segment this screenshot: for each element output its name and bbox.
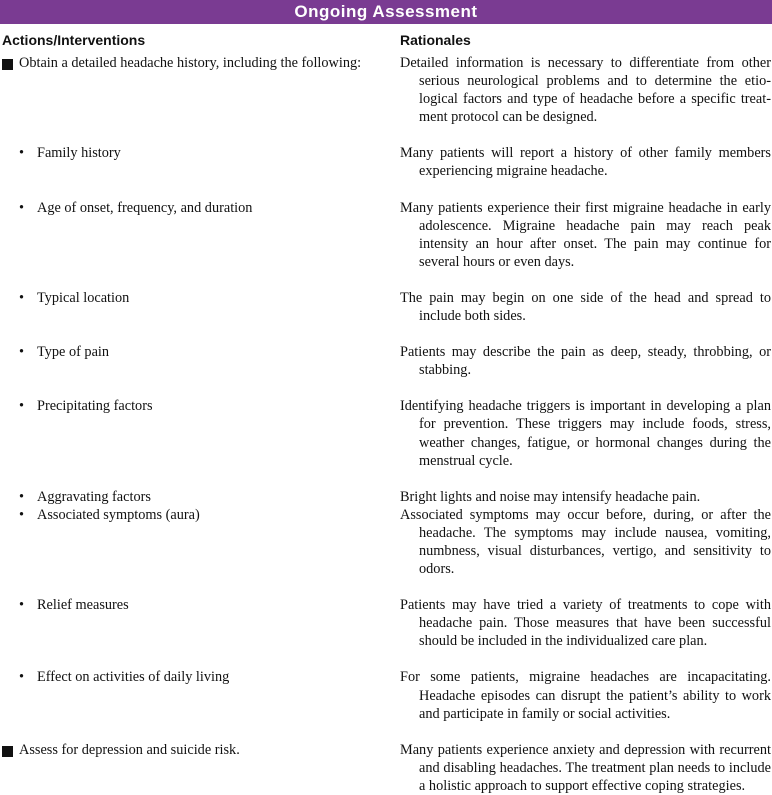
action-text: Family history [37,145,121,162]
rationale-text: Many patients experience their first migraine headache in early adolescence. Migraine headache pain may reach peak intensity an hour after onset. The pain may continue for several hours or even days. [400,199,771,270]
dot-bullet-icon: • [19,344,25,361]
action-text: Effect on activities of daily living [37,669,230,686]
table-row [0,289,772,343]
rationale-text: Many patients will report a history of other family members experiencing migraine headache. [400,145,771,180]
square-bullet-icon [2,746,13,757]
rationales-column-header: Rationales [400,32,471,48]
dot-bullet-icon: • [19,597,25,614]
rationale-text: Detailed information is necessary to differentiate from other serious neurological problems and to determine the etiological factors and type of headache before a specific treatment protocol can be designed. [400,55,771,126]
rationale-text: Patients may have tried a variety of treatments to cope with headache pain. Those measures that have been successful should be included in the individualized care plan. [400,597,771,650]
section-banner: Ongoing Assessment [0,0,772,24]
action-text: Relief measures [37,597,129,614]
rationale-text: Associated symptoms may occur before, during, or after the headache. The symptoms may include nausea, vomiting, numbness, visual disturbances, vertigo, and sensitivity to odors. [400,506,771,578]
action-text: Obtain a detailed headache history, including the following: [19,55,362,71]
dot-bullet-icon: • [19,199,25,216]
table-row [0,144,772,198]
table-row [0,506,772,596]
rationale-text: The pain may begin on one side of the head and spread to include both sides. [400,289,771,325]
rationale-text: For some patients, migraine headaches are incapacitating. Headache episodes can disrupt the patient’s ability to work and participate in family or social activities. [400,669,771,722]
actions-column-header: Actions/Interventions [2,32,146,48]
dot-bullet-icon: • [19,488,25,505]
dot-bullet-icon: • [19,669,25,686]
action-text: Aggravating factors [37,488,151,505]
action-text: Type of pain [37,344,110,361]
action-text: Age of onset, frequency, and duration [37,199,253,216]
dot-bullet-icon: • [19,398,25,415]
rationale-text: Patients may describe the pain as deep, steady, throbbing, or stabbing. [400,344,771,379]
rationale-text: Bright lights and noise may intensify headache pain. [400,488,701,505]
action-text: Associated symptoms (aura) [37,506,200,523]
action-text: Typical location [37,289,130,306]
table-row [0,741,772,795]
table-row [0,488,772,506]
rationale-text: Many patients experience anxiety and depression with recurrent and disabling headaches. The treatment plan needs to include a holistic approach to support effective coping strategies. [400,741,771,794]
square-bullet-icon [2,59,13,70]
rationale-text: Identifying headache triggers is important in developing a plan for prevention. These triggers may include foods, stress, weather changes, fatigue, or hormonal changes during the menstrual cycle. [400,398,771,469]
table-row [0,397,772,487]
table-row [0,596,772,668]
dot-bullet-icon: • [19,145,25,162]
table-row [0,343,772,397]
action-text: Assess for depression and suicide risk. [19,741,240,758]
action-text: Precipitating factors [37,398,153,415]
table-row [0,199,772,289]
assessment-table [0,54,772,795]
dot-bullet-icon: • [19,289,25,306]
table-row [0,668,772,740]
table-row [0,54,772,144]
dot-bullet-icon: • [19,506,25,523]
